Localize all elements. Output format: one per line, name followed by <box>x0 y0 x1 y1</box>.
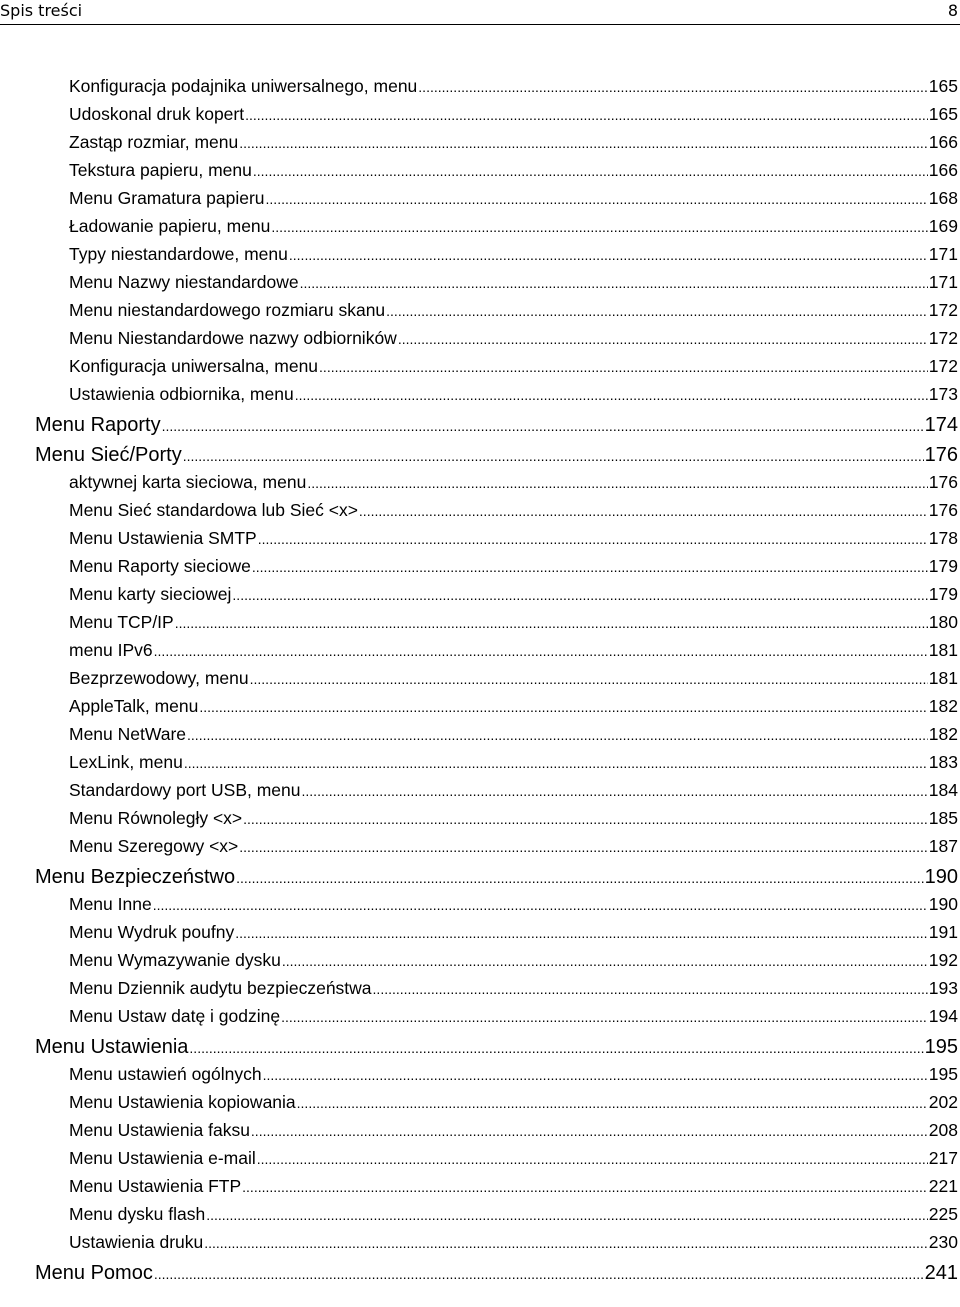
toc-entry-title: Zastąp rozmiar, menu <box>69 132 239 152</box>
dot-leader <box>232 587 927 603</box>
toc-entry-title: AppleTalk, menu <box>69 696 199 716</box>
dot-leader <box>162 418 924 434</box>
dot-leader <box>243 811 928 827</box>
toc-entry-page: 176 <box>928 500 958 520</box>
dot-leader <box>153 897 928 913</box>
dot-leader <box>154 1266 924 1282</box>
toc-section-entry[interactable] <box>0 472 960 500</box>
dot-leader <box>258 531 928 547</box>
toc-section-entry[interactable] <box>0 696 960 724</box>
dot-leader <box>282 953 928 969</box>
toc-entry-page: 192 <box>928 950 958 970</box>
dot-leader <box>235 925 928 941</box>
dot-leader <box>271 219 927 235</box>
dot-leader <box>204 1235 928 1251</box>
toc-entry-title: Ustawienia druku <box>69 1232 204 1252</box>
toc-section-entry[interactable] <box>0 76 960 104</box>
toc-entry-title: Menu Dziennik audytu bezpieczeństwa <box>69 978 372 998</box>
dot-leader <box>302 783 928 799</box>
dot-leader <box>252 559 928 575</box>
toc-chapter-entry[interactable] <box>0 1262 960 1290</box>
toc-entry-page: 176 <box>924 444 958 466</box>
toc-entry-title: Menu TCP/IP <box>69 612 174 632</box>
toc-entry-page: 179 <box>928 584 958 604</box>
dot-leader <box>239 135 928 151</box>
dot-leader <box>295 387 928 403</box>
dot-leader <box>184 755 928 771</box>
dot-leader <box>386 303 928 319</box>
toc-entry-page: 208 <box>928 1120 958 1140</box>
toc-entry-page: 169 <box>928 216 958 236</box>
dot-leader <box>242 1179 928 1195</box>
dot-leader <box>257 1151 928 1167</box>
toc-chapter-entry[interactable] <box>0 1036 960 1064</box>
section-title: Spis treści <box>0 1 83 20</box>
toc-section-entry[interactable] <box>0 300 960 328</box>
toc-entry-page: 195 <box>928 1064 958 1084</box>
dot-leader <box>418 79 928 95</box>
toc-entry-page: 172 <box>928 328 958 348</box>
toc-section-entry[interactable] <box>0 500 960 528</box>
toc-entry-title: Menu karty sieciowej <box>69 584 232 604</box>
toc-entry-page: 180 <box>928 612 958 632</box>
dot-leader <box>239 839 928 855</box>
toc-entry-title: Menu Niestandardowe nazwy odbiorników <box>69 328 397 348</box>
toc-entry-title: Konfiguracja podajnika uniwersalnego, menu <box>69 76 418 96</box>
toc-entry-page: 171 <box>928 272 958 292</box>
toc-entry-title: Menu Pomoc <box>35 1262 153 1284</box>
toc-entry-title: Menu Wydruk poufny <box>69 922 235 942</box>
dot-leader <box>373 981 928 997</box>
toc-entry-page: 230 <box>928 1232 958 1252</box>
toc-entry-title: Menu Nazwy niestandardowe <box>69 272 299 292</box>
toc-entry-title: Tekstura papieru, menu <box>69 160 252 180</box>
toc-chapter-entry[interactable] <box>0 444 960 472</box>
toc-section-entry[interactable] <box>0 584 960 612</box>
toc-entry-title: Menu Raporty <box>35 414 161 436</box>
toc-entry-title: Menu Równoległy <x> <box>69 808 243 828</box>
toc-section-entry[interactable] <box>0 188 960 216</box>
toc-entry-page: 191 <box>928 922 958 942</box>
toc-entry-page: 202 <box>928 1092 958 1112</box>
toc-entry-title: Menu Ustaw datę i godzinę <box>69 1006 281 1026</box>
toc-entry-page: 190 <box>928 894 958 914</box>
toc-entry-title: Menu niestandardowego rozmiaru skanu <box>69 300 386 320</box>
toc-entry-title: Menu Ustawienia <box>35 1036 189 1058</box>
toc-section-entry[interactable] <box>0 724 960 752</box>
page-header <box>0 0 960 25</box>
toc-section-entry[interactable] <box>0 780 960 808</box>
page-number: 8 <box>947 1 958 20</box>
dot-leader <box>359 503 928 519</box>
table-of-contents <box>0 76 960 1290</box>
toc-section-entry[interactable] <box>0 1232 960 1260</box>
toc-section-entry[interactable] <box>0 1148 960 1176</box>
toc-entry-page: 179 <box>928 556 958 576</box>
toc-entry-title: Menu dysku flash <box>69 1204 206 1224</box>
toc-entry-page: 166 <box>928 132 958 152</box>
dot-leader <box>187 727 928 743</box>
toc-entry-page: 168 <box>928 188 958 208</box>
toc-entry-title: Menu Bezpieczeństwo <box>35 866 236 888</box>
toc-section-entry[interactable] <box>0 894 960 922</box>
toc-section-entry[interactable] <box>0 328 960 356</box>
toc-section-entry[interactable] <box>0 1120 960 1148</box>
dot-leader <box>245 107 928 123</box>
toc-entry-title: Ustawienia odbiornika, menu <box>69 384 294 404</box>
toc-section-entry[interactable] <box>0 752 960 780</box>
toc-section-entry[interactable] <box>0 922 960 950</box>
dot-leader <box>175 615 928 631</box>
toc-entry-page: 181 <box>928 668 958 688</box>
toc-section-entry[interactable] <box>0 132 960 160</box>
toc-entry-page: 190 <box>924 866 958 888</box>
dot-leader <box>300 275 928 291</box>
toc-entry-title: Menu Ustawienia faksu <box>69 1120 250 1140</box>
dot-leader <box>289 247 928 263</box>
dot-leader <box>251 1123 928 1139</box>
toc-entry-title: Menu Wymazywanie dysku <box>69 950 281 970</box>
toc-entry-page: 178 <box>928 528 958 548</box>
toc-section-entry[interactable] <box>0 1006 960 1034</box>
toc-entry-title: LexLink, menu <box>69 752 183 772</box>
toc-entry-page: 181 <box>928 640 958 660</box>
dot-leader <box>253 163 928 179</box>
toc-entry-page: 165 <box>928 104 958 124</box>
toc-entry-title: Menu Sieć standardowa lub Sieć <x> <box>69 500 358 520</box>
toc-entry-page: 185 <box>928 808 958 828</box>
toc-section-entry[interactable] <box>0 384 960 412</box>
toc-chapter-entry[interactable] <box>0 414 960 442</box>
toc-entry-page: 195 <box>924 1036 958 1058</box>
toc-entry-page: 172 <box>928 300 958 320</box>
dot-leader <box>183 448 924 464</box>
toc-entry-title: menu IPv6 <box>69 640 153 660</box>
toc-section-entry[interactable] <box>0 1064 960 1092</box>
toc-entry-title: Menu Ustawienia SMTP <box>69 528 257 548</box>
toc-section-entry[interactable] <box>0 244 960 272</box>
toc-entry-page: 183 <box>928 752 958 772</box>
toc-entry-title: Menu Sieć/Porty <box>35 444 182 466</box>
toc-entry-title: Menu NetWare <box>69 724 187 744</box>
toc-section-entry[interactable] <box>0 104 960 132</box>
toc-entry-title: Konfiguracja uniwersalna, menu <box>69 356 319 376</box>
toc-entry-title: Bezprzewodowy, menu <box>69 668 249 688</box>
dot-leader <box>154 643 928 659</box>
toc-entry-page: 171 <box>928 244 958 264</box>
toc-entry-page: 176 <box>928 472 958 492</box>
toc-entry-page: 225 <box>928 1204 958 1224</box>
dot-leader <box>199 699 927 715</box>
toc-entry-title: Menu Ustawienia kopiowania <box>69 1092 296 1112</box>
dot-leader <box>398 331 928 347</box>
toc-entry-title: Typy niestandardowe, menu <box>69 244 288 264</box>
toc-entry-page: 165 <box>928 76 958 96</box>
toc-entry-page: 182 <box>928 724 958 744</box>
toc-entry-page: 174 <box>924 414 958 436</box>
toc-entry-page: 217 <box>928 1148 958 1168</box>
toc-entry-title: Menu Inne <box>69 894 152 914</box>
toc-entry-page: 166 <box>928 160 958 180</box>
dot-leader <box>236 870 924 886</box>
dot-leader <box>206 1207 928 1223</box>
toc-section-entry[interactable] <box>0 216 960 244</box>
toc-entry-title: Menu ustawień ogólnych <box>69 1064 262 1084</box>
toc-entry-page: 193 <box>928 978 958 998</box>
dot-leader <box>297 1095 928 1111</box>
toc-section-entry[interactable] <box>0 160 960 188</box>
toc-section-entry[interactable] <box>0 356 960 384</box>
toc-entry-title: Udoskonal druk kopert <box>69 104 245 124</box>
toc-entry-page: 187 <box>928 836 958 856</box>
toc-section-entry[interactable] <box>0 612 960 640</box>
toc-entry-title: Standardowy port USB, menu <box>69 780 301 800</box>
toc-entry-title: Ładowanie papieru, menu <box>69 216 271 236</box>
toc-section-entry[interactable] <box>0 950 960 978</box>
toc-entry-title: Menu Ustawienia FTP <box>69 1176 242 1196</box>
toc-entry-title: Menu Gramatura papieru <box>69 188 265 208</box>
toc-entry-title: aktywnej karta sieciowa, menu <box>69 472 307 492</box>
toc-section-entry[interactable] <box>0 836 960 864</box>
dot-leader <box>250 671 928 687</box>
dot-leader <box>263 1067 928 1083</box>
toc-entry-page: 172 <box>928 356 958 376</box>
toc-entry-title: Menu Raporty sieciowe <box>69 556 251 576</box>
toc-section-entry[interactable] <box>0 1204 960 1232</box>
toc-entry-page: 184 <box>928 780 958 800</box>
toc-entry-title: Menu Szeregowy <x> <box>69 836 239 856</box>
toc-section-entry[interactable] <box>0 1176 960 1204</box>
toc-section-entry[interactable] <box>0 272 960 300</box>
toc-section-entry[interactable] <box>0 978 960 1006</box>
toc-section-entry[interactable] <box>0 528 960 556</box>
dot-leader <box>266 191 928 207</box>
toc-section-entry[interactable] <box>0 1092 960 1120</box>
toc-entry-page: 241 <box>924 1262 958 1284</box>
toc-chapter-entry[interactable] <box>0 866 960 894</box>
toc-section-entry[interactable] <box>0 668 960 696</box>
toc-section-entry[interactable] <box>0 556 960 584</box>
toc-entry-page: 194 <box>928 1006 958 1026</box>
dot-leader <box>281 1009 928 1025</box>
toc-entry-title: Menu Ustawienia e-mail <box>69 1148 256 1168</box>
dot-leader <box>307 475 927 491</box>
toc-section-entry[interactable] <box>0 640 960 668</box>
dot-leader <box>319 359 928 375</box>
toc-entry-page: 173 <box>928 384 958 404</box>
toc-entry-page: 182 <box>928 696 958 716</box>
toc-entry-page: 221 <box>928 1176 958 1196</box>
dot-leader <box>189 1040 923 1056</box>
toc-section-entry[interactable] <box>0 808 960 836</box>
